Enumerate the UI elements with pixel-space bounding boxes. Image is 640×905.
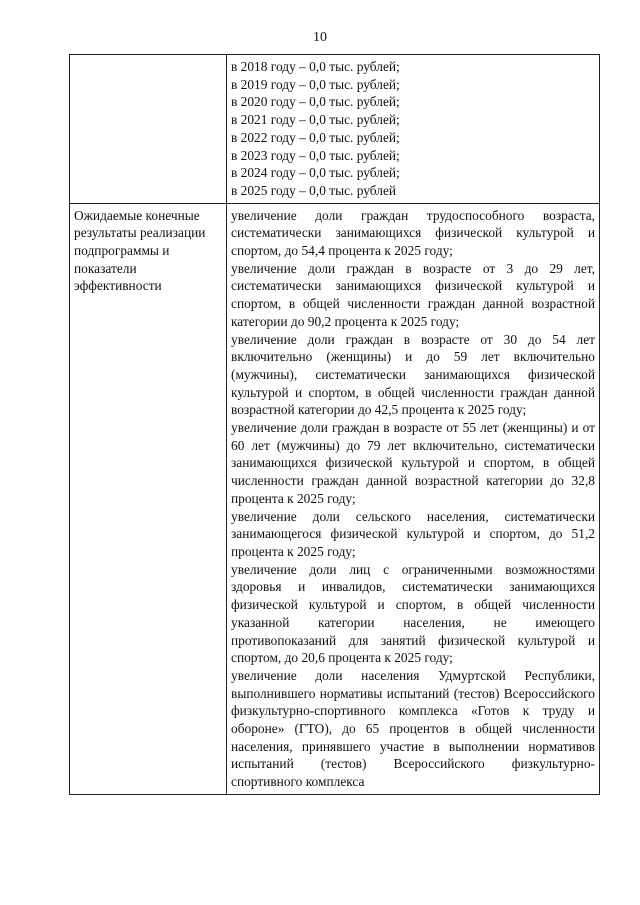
result-item-age-55-79: увеличение доли граждан в возрасте от 55 лет (женщины) и от 60 лет (мужчины) до 79 лет включительно, систематически занимающихся физической культурой и спортом, в общей численности граждан данной возрастной категории до 32,8 процента к 2025 году;	[231, 420, 595, 506]
funding-year-2023: в 2023 году – 0,0 тыс. рублей;	[231, 147, 400, 163]
funding-year-2019: в 2019 году – 0,0 тыс. рублей;	[231, 76, 400, 92]
passport-table	[69, 54, 600, 795]
result-item-age-3-29: увеличение доли граждан в возрасте от 3 до 29 лет, систематически занимающихся физической культурой и спортом, в общей численности граждан данной возрастной категории до 90,2 процента к 2025 году;	[231, 260, 595, 329]
result-item-disabled: увеличение доли лиц с ограниченными возможностями здоровья и инвалидов, систематически занимающихся физической культурой и спортом, в общей численности указанной категории населения, не имеющего противопоказаний для занятий физической культурой и спортом, до 20,6 процента к 2025 году;	[231, 561, 595, 666]
funding-years-cell	[227, 55, 600, 204]
funding-year-2018: в 2018 году – 0,0 тыс. рублей;	[231, 59, 400, 74]
result-item-rural: увеличение доли сельского населения, систематически занимающегося физической культурой и спортом, до 51,2 процента к 2025 году;	[231, 508, 595, 559]
funding-row	[70, 55, 600, 204]
result-item-age-30-59: увеличение доли граждан в возрасте от 30 до 54 лет включительно (женщины) и до 59 лет включительно (мужчины), систематически занимающихся физической культурой и спортом, в общей численности граждан данной возрастной категории до 42,5 процента к 2025 году;	[231, 331, 595, 418]
page-number: 10	[313, 30, 327, 45]
results-content-cell	[227, 203, 600, 794]
funding-year-2021: в 2021 году – 0,0 тыс. рублей;	[231, 112, 400, 128]
funding-label-cell	[70, 55, 227, 204]
results-row	[70, 203, 600, 794]
result-item-gto: увеличение доли населения Удмуртской Республики, выполнившего нормативы испытаний (тестов) Всероссийского физкультурно-спортивного комплекса «Готов к труду и обороне» (ГТО), до 65 процентов в общей численности населения, принявшего участие в выполнении нормативов испытаний (тестов) Всероссийского физкультурно-спортивного комплекса	[231, 667, 595, 790]
funding-year-2020: в 2020 году – 0,0 тыс. рублей;	[231, 94, 400, 110]
result-item-working-age: увеличение доли граждан трудоспособного возраста, систематически занимающихся физической культурой и спортом, до 54,4 процента к 2025 году;	[231, 207, 595, 259]
funding-year-2025: в 2025 году – 0,0 тыс. рублей	[231, 182, 397, 198]
funding-year-2022: в 2022 году – 0,0 тыс. рублей;	[231, 129, 400, 145]
funding-year-2024: в 2024 году – 0,0 тыс. рублей;	[231, 165, 400, 181]
results-label-cell: Ожидаемые конечные результаты реализации подпрограммы и показатели эффективности	[70, 203, 227, 794]
